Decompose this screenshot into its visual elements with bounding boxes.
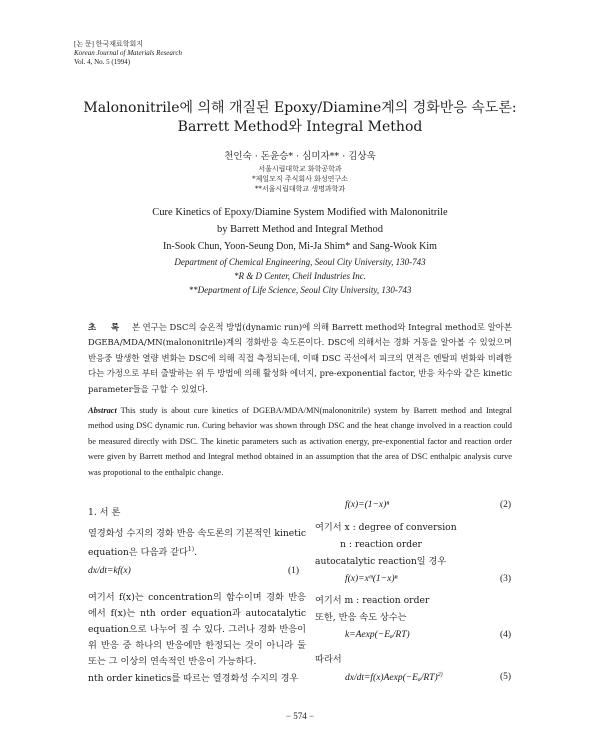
affiliations-ko xyxy=(60,164,540,194)
affiliation-ko-2: *제일모직 주식회사 화성연구소 xyxy=(252,175,348,183)
affiliation-en-2: *R & D Center, Cheil Industries Inc. xyxy=(234,271,366,281)
title-ko-line1: Malononitrile에 의해 개질된 Epoxy/Diamine계의 경화반응 속도론: xyxy=(83,100,517,116)
abstract-en-text: This study is about cure kinetics of DGEBA/MDA/MN(malononitrile) system by Barrett method and Integral method using DSC dynamic run. Curing behavior was shown through DSC and the heat change involved in a reaction could be measured directly with DSC. The kinetic parameters such as activation energy, pre-exponential factor and reaction order were given by Barrett method and Integral method obtained in an assumption that the area of DSC enthalpic analysis curve was propotional to the enthalpic change. xyxy=(88,406,512,477)
abstract-ko xyxy=(88,320,512,397)
authors-ko: 천인숙 · 돈윤승* · 심미자** · 김상욱 xyxy=(224,151,376,162)
equation-2: f(x)=(1−x)ⁿ xyxy=(345,500,390,510)
equation-3: f(x)=xᵐ(1−x)ⁿ xyxy=(345,574,398,584)
equation-5-text: dx/dt=f(x)Aexp(−Eₐ/RT) xyxy=(345,673,438,684)
title-ko-line2: Barrett Method와 Integral Method xyxy=(177,119,423,135)
abstract-en-label: Abstract xyxy=(88,406,117,415)
equation-3-number: (3) xyxy=(500,574,512,584)
equation-2-number: (2) xyxy=(500,500,512,510)
equation-5 xyxy=(345,672,443,683)
journal-header xyxy=(74,40,182,67)
authors-en: In-Sook Chun, Yoon-Seung Don, Mi-Ja Shim* and Sang-Wook Kim xyxy=(163,241,437,252)
abstract-ko-text: 본 연구는 DSC의 승온적 방법(dynamic run)에 의해 Barrett method와 Integral method로 알아본 DGEBA/MDA/MN(malononitrile)계의 경화반응 속도론이다. DSC에 의해서는 경화 거동을 알아볼 수 있었으며 반응중 발생한 열량 변화는 DSC에 의해 직접 측정되는데, 이때 DSC 곡선에서 피크의 면적은 엔탈피 변화와 비례한다는 가정으로 부터 출발하는 위 두 방법에 의해 활성화 에너지, pre-exponential factor, 반응 차수와 같은 kinetic parameter들을 구할 수 있었다. xyxy=(88,322,512,394)
abstract-en xyxy=(88,403,512,480)
affiliations-en xyxy=(60,255,540,297)
where-x: 여기서 x : degree of conversion xyxy=(315,522,457,533)
section1-para3: nth order kinetics를 따르는 열경화성 수지의 경우 xyxy=(88,673,299,684)
section1-heading: 1. 서 론 xyxy=(88,507,121,518)
section1-para1: 열경화성 수지의 경화 반응 속도론의 기본적인 kinetic equation은 다음과 같다$^{1)}$. xyxy=(88,528,306,559)
where-m: 여기서 m : reaction order xyxy=(315,595,430,606)
affiliation-en-1: Department of Chemical Engineering, Seoul City University, 130-743 xyxy=(174,257,426,267)
where-autocatalytic: autocatalytic reaction일 경우 xyxy=(315,556,447,567)
affiliation-ko-1: 서울시립대학교 화학공학과 xyxy=(258,165,342,173)
equation-4-number: (4) xyxy=(500,630,512,640)
section1-para1-text: 열경화성 수지의 경화 반응 속도론의 기본적인 kinetic equation은 다음과 같다 xyxy=(88,528,306,559)
abstract-ko-label: 초 록 xyxy=(88,322,126,332)
affiliation-ko-3: **서울시립대학교 생명과학과 xyxy=(254,185,346,193)
title-en xyxy=(60,204,540,238)
page-number: − 574 − xyxy=(285,711,315,721)
title-ko xyxy=(60,99,540,137)
equation-5-number: (5) xyxy=(500,672,512,682)
equation-4: k=Aexp(−Eₐ/RT) xyxy=(345,630,410,640)
journal-header-line3: Vol. 4, No. 5 (1994) xyxy=(74,58,131,66)
title-en-line1: Cure Kinetics of Epoxy/Diamine System Modified with Malononitrile xyxy=(152,207,448,218)
equation-1: dx/dt=kf(x) xyxy=(88,566,131,576)
journal-header-line2: Korean Journal of Materials Research xyxy=(74,49,182,57)
equation-1-number: (1) xyxy=(288,566,300,576)
journal-header-line1: [논 문] 한국재료학회지 xyxy=(74,40,144,48)
equation-5-ref: 2) xyxy=(437,672,443,678)
section1-para1-ref: 1) xyxy=(187,546,195,553)
affiliation-en-3: **Department of Life Science, Seoul City University, 130-743 xyxy=(188,285,412,295)
rate-constant-text: 또한, 반응 속도 상수는 xyxy=(315,612,407,623)
section1-para2: 여기서 f(x)는 concentration의 함수이며 경화 반응에서 f(x)는 nth order equation과 autocatalytic equation으로 나누어 질 수 있다. 그러나 경화 반응이 위 반응 중 하나의 반응에만 한정되는 것이 아니라 둘 또는 그 이상의 연속적인 반응이 가능하다. xyxy=(88,592,306,667)
therefore-text: 따라서 xyxy=(315,654,342,665)
title-en-line2: by Barrett Method and Integral Method xyxy=(217,224,383,235)
where-n: n : reaction order xyxy=(340,539,422,550)
